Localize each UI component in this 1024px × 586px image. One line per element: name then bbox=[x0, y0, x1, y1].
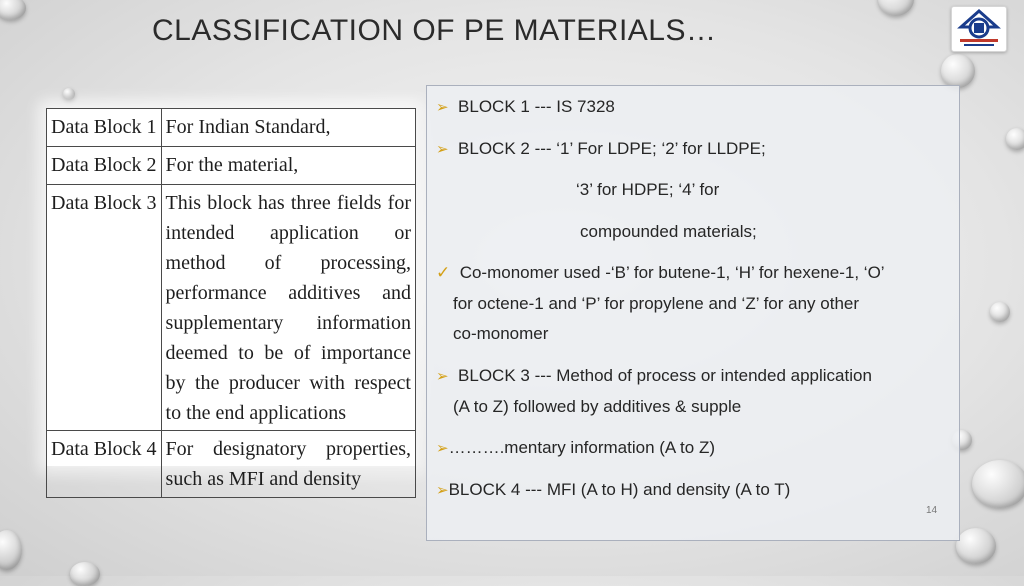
arrow-bullet-icon: ➢ bbox=[436, 141, 449, 158]
arrow-bullet-icon: ➢ bbox=[436, 99, 449, 116]
water-drop bbox=[70, 562, 100, 586]
slide-title: CLASSIFICATION OF PE MATERIALS… bbox=[152, 14, 717, 47]
bullet-continuation: (A to Z) followed by additives & supple bbox=[453, 397, 742, 416]
list-item bbox=[436, 366, 872, 386]
arrow-bullet-icon: ➢ bbox=[436, 440, 449, 457]
bullet-text: BLOCK 2 --- ‘1’ For LDPE; ‘2’ for LLDPE; bbox=[458, 139, 766, 158]
table-cell-desc: For designatory properties, such as MFI and density bbox=[161, 431, 415, 498]
bullet-text: BLOCK 4 --- MFI (A to H) and density (A to T) bbox=[448, 480, 791, 499]
table-cell-desc: This block has three fields for intended application or method of processing, performance additives and supplementary information deemed to be of importance by the producer with respect to the end applications bbox=[161, 185, 415, 431]
bullet-text: ……….mentary information (A to Z) bbox=[448, 438, 715, 457]
bis-logo-icon bbox=[951, 6, 1007, 52]
list-item bbox=[436, 263, 885, 283]
list-item bbox=[436, 139, 766, 159]
bullet-text: Co-monomer used -‘B’ for butene-1, ‘H’ for hexene-1, ‘O’ bbox=[459, 263, 885, 282]
water-drop bbox=[1006, 128, 1024, 150]
table-cell-desc: For the material, bbox=[161, 147, 415, 185]
table-cell-block: Data Block 2 bbox=[47, 147, 162, 185]
bullet-continuation: ‘3’ for HDPE; ‘4’ for bbox=[576, 180, 720, 199]
bullet-continuation: for octene-1 and ‘P’ for propylene and ‘Z’ for any other bbox=[453, 294, 860, 313]
water-drop bbox=[63, 88, 75, 100]
water-drop bbox=[878, 0, 914, 16]
bullet-text: BLOCK 3 --- Method of process or intended application bbox=[458, 366, 872, 385]
data-block-table bbox=[46, 108, 416, 490]
water-drop bbox=[0, 530, 22, 570]
check-bullet-icon: ✓ bbox=[436, 263, 451, 282]
table-cell-block: Data Block 3 bbox=[47, 185, 162, 431]
bullet-text: BLOCK 1 --- IS 7328 bbox=[458, 97, 615, 116]
table-cell-block: Data Block 1 bbox=[47, 109, 162, 147]
water-drop bbox=[972, 460, 1024, 508]
list-item bbox=[436, 438, 715, 458]
bullet-continuation: co-monomer bbox=[453, 324, 549, 343]
arrow-bullet-icon: ➢ bbox=[436, 368, 449, 385]
bullet-continuation: compounded materials; bbox=[580, 222, 757, 241]
water-drop bbox=[941, 54, 975, 88]
list-item bbox=[436, 97, 615, 117]
arrow-bullet-icon: ➢ bbox=[436, 482, 449, 499]
table-cell-block: Data Block 4 bbox=[47, 431, 162, 498]
table-cell-desc: For Indian Standard, bbox=[161, 109, 415, 147]
water-drop bbox=[956, 528, 996, 564]
water-drop bbox=[0, 0, 26, 20]
water-drop bbox=[990, 302, 1010, 322]
page-number: 14 bbox=[926, 505, 938, 516]
list-item bbox=[436, 480, 790, 500]
